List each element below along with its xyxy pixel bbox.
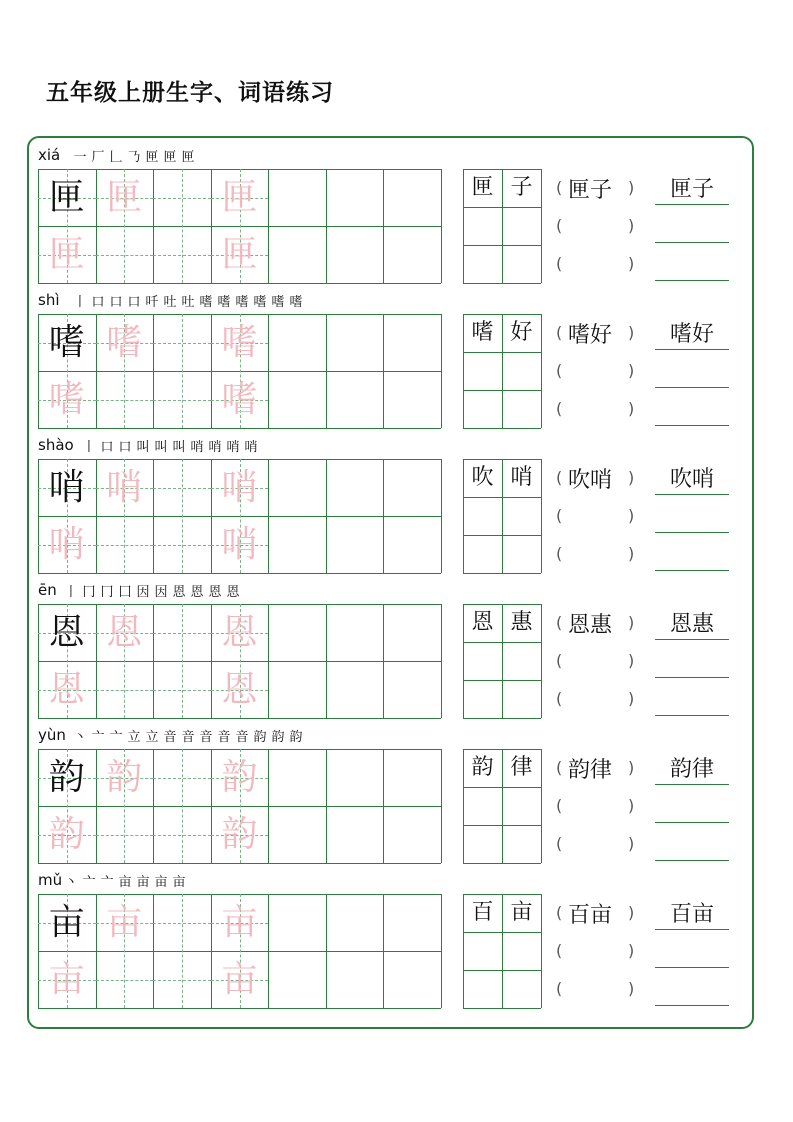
- paren-right: ): [628, 361, 635, 380]
- grid-line: [541, 749, 542, 863]
- grid-line: [463, 207, 541, 208]
- paren-left: (: [556, 178, 563, 197]
- trace-character: 韵: [221, 814, 258, 855]
- stroke-step: 丶: [73, 730, 87, 745]
- paren-left: (: [556, 254, 563, 273]
- grid-line: [541, 314, 542, 428]
- model-character: 亩: [48, 902, 85, 943]
- stroke-step: 亩: [136, 875, 150, 890]
- trace-character: 匣: [221, 177, 258, 218]
- practice-section: [0, 140, 793, 285]
- paren-left: (: [556, 689, 563, 708]
- grid-line: [463, 642, 541, 643]
- pinyin-label: shào: [38, 436, 74, 454]
- guide-line: [96, 690, 154, 691]
- answer-word: 韵律: [669, 757, 714, 782]
- stroke-step: 厂: [91, 150, 105, 165]
- word-grid: [463, 169, 541, 283]
- practice-section: [0, 430, 793, 575]
- model-character: 恩: [48, 612, 85, 653]
- answer-word: 百亩: [669, 902, 714, 927]
- answer-line[interactable]: [655, 349, 729, 350]
- stroke-step: 吐: [181, 295, 195, 310]
- stroke-step: 冂: [82, 585, 96, 600]
- trace-character: 哨: [221, 524, 258, 565]
- paren-left: (: [556, 544, 563, 563]
- paren-left: (: [556, 613, 563, 632]
- guide-line: [153, 255, 211, 256]
- word-grid: [463, 894, 541, 1008]
- trace-character: 亩: [221, 959, 258, 1000]
- practice-section: [0, 720, 793, 865]
- guide-line: [182, 459, 183, 573]
- grid-line: [463, 825, 541, 826]
- model-character: 匣: [48, 177, 85, 218]
- answer-line[interactable]: [655, 677, 729, 678]
- paren-right: ): [628, 254, 635, 273]
- paren-right: ): [628, 544, 635, 563]
- guide-line: [96, 400, 154, 401]
- stroke-step: 匣: [181, 150, 195, 165]
- word-character: 子: [510, 175, 533, 200]
- paren-right: ): [628, 689, 635, 708]
- answer-line[interactable]: [655, 1005, 729, 1006]
- stroke-step: 吐: [163, 295, 177, 310]
- answer-line[interactable]: [655, 715, 729, 716]
- pinyin-label: xiá: [38, 146, 61, 164]
- answer-line[interactable]: [655, 570, 729, 571]
- writing-grid: [38, 749, 441, 863]
- paren-right: ): [628, 216, 635, 235]
- trace-character: 匣: [106, 177, 143, 218]
- paren-word: 吹哨: [568, 468, 613, 493]
- stroke-step: 丨: [82, 440, 96, 455]
- stroke-step: 恩: [190, 585, 204, 600]
- grid-line: [38, 283, 441, 284]
- paren-right: ): [628, 941, 635, 960]
- grid-line: [541, 604, 542, 718]
- paren-left: (: [556, 323, 563, 342]
- stroke-step: 叫: [136, 440, 150, 455]
- paren-word: 嗜好: [568, 323, 613, 348]
- stroke-step: 恩: [208, 585, 222, 600]
- stroke-order: [73, 291, 303, 310]
- grid-line: [38, 1008, 441, 1009]
- grid-line: [441, 169, 442, 283]
- writing-grid: [38, 894, 441, 1008]
- stroke-step: 口: [100, 440, 114, 455]
- paren-right: ): [628, 468, 635, 487]
- paren-right: ): [628, 323, 635, 342]
- practice-section: [0, 865, 793, 1010]
- stroke-step: 亠: [82, 875, 96, 890]
- model-character: 韵: [48, 757, 85, 798]
- answer-line[interactable]: [655, 967, 729, 968]
- trace-character: 嗜: [48, 379, 85, 420]
- stroke-step: 口: [91, 295, 105, 310]
- guide-line: [153, 343, 211, 344]
- pinyin-label: shì: [38, 291, 60, 309]
- pinyin-label: mǔ: [38, 871, 63, 889]
- stroke-step: 哨: [226, 440, 240, 455]
- guide-line: [96, 255, 154, 256]
- answer-word: 恩惠: [669, 612, 714, 637]
- grid-line: [463, 718, 541, 719]
- stroke-step: 因: [136, 585, 150, 600]
- stroke-step: 匣: [163, 150, 177, 165]
- paren-right: ): [628, 903, 635, 922]
- grid-line: [463, 352, 541, 353]
- stroke-step: 吀: [145, 295, 159, 310]
- word-character: 哨: [510, 465, 533, 490]
- writing-grid: [38, 314, 441, 428]
- word-character: 惠: [510, 610, 533, 635]
- stroke-step: 亠: [100, 875, 114, 890]
- answer-line[interactable]: [655, 929, 729, 930]
- trace-character: 亩: [106, 902, 143, 943]
- trace-character: 韵: [106, 757, 143, 798]
- paren-left: (: [556, 979, 563, 998]
- trace-character: 韵: [48, 814, 85, 855]
- paren-right: ): [628, 506, 635, 525]
- stroke-step: 恩: [172, 585, 186, 600]
- trace-character: 亩: [221, 902, 258, 943]
- paren-left: (: [556, 399, 563, 418]
- stroke-step: 音: [163, 730, 177, 745]
- paren-left: (: [556, 361, 563, 380]
- answer-line[interactable]: [655, 387, 729, 388]
- paren-left: (: [556, 468, 563, 487]
- stroke-step: 立: [127, 730, 141, 745]
- word-character: 嗜: [471, 320, 494, 345]
- grid-line: [541, 459, 542, 573]
- answer-word: 嗜好: [669, 322, 714, 347]
- stroke-step: 亩: [154, 875, 168, 890]
- answer-line[interactable]: [655, 639, 729, 640]
- answer-line[interactable]: [655, 204, 729, 205]
- paren-left: (: [556, 796, 563, 815]
- stroke-order: [64, 581, 240, 600]
- grid-line: [463, 573, 541, 574]
- paren-right: ): [628, 758, 635, 777]
- stroke-step: 哨: [208, 440, 222, 455]
- stroke-step: 韵: [253, 730, 267, 745]
- paren-right: ): [628, 979, 635, 998]
- grid-line: [441, 459, 442, 573]
- guide-line: [96, 835, 154, 836]
- stroke-step: 口: [109, 295, 123, 310]
- grid-line: [541, 169, 542, 283]
- grid-line: [463, 428, 541, 429]
- stroke-step: 韵: [271, 730, 285, 745]
- guide-line: [96, 980, 154, 981]
- paren-right: ): [628, 651, 635, 670]
- word-character: 恩: [471, 610, 494, 635]
- trace-character: 恩: [106, 612, 143, 653]
- stroke-step: 嗜: [199, 295, 213, 310]
- practice-section: [0, 285, 793, 430]
- trace-character: 恩: [221, 669, 258, 710]
- word-grid: [463, 604, 541, 718]
- stroke-step: 嗜: [271, 295, 285, 310]
- guide-line: [153, 545, 211, 546]
- model-character: 哨: [48, 467, 85, 508]
- guide-line: [182, 749, 183, 863]
- word-character: 律: [510, 755, 533, 780]
- trace-character: 嗜: [221, 322, 258, 363]
- stroke-step: 口: [118, 440, 132, 455]
- answer-line[interactable]: [655, 784, 729, 785]
- stroke-step: 哨: [190, 440, 204, 455]
- paren-word: 恩惠: [568, 613, 613, 638]
- paren-right: ): [628, 613, 635, 632]
- guide-line: [182, 604, 183, 718]
- guide-line: [153, 980, 211, 981]
- grid-line: [463, 970, 541, 971]
- stroke-step: 立: [145, 730, 159, 745]
- stroke-step: 嗜: [217, 295, 231, 310]
- word-character: 百: [471, 900, 494, 925]
- trace-character: 哨: [221, 467, 258, 508]
- grid-line: [441, 749, 442, 863]
- grid-line: [463, 680, 541, 681]
- paren-left: (: [556, 758, 563, 777]
- guide-line: [96, 545, 154, 546]
- paren-right: ): [628, 399, 635, 418]
- answer-line[interactable]: [655, 532, 729, 533]
- writing-grid: [38, 604, 441, 718]
- grid-line: [463, 932, 541, 933]
- page-title: 五年级上册生字、词语练习: [46, 80, 334, 106]
- stroke-order: [82, 436, 258, 455]
- practice-section: [0, 575, 793, 720]
- grid-line: [463, 497, 541, 498]
- grid-line: [38, 718, 441, 719]
- trace-character: 匣: [221, 234, 258, 275]
- stroke-step: 因: [154, 585, 168, 600]
- grid-line: [463, 535, 541, 536]
- stroke-step: 音: [217, 730, 231, 745]
- stroke-step: 冂: [100, 585, 114, 600]
- stroke-step: 嗜: [235, 295, 249, 310]
- grid-line: [463, 390, 541, 391]
- trace-character: 嗜: [106, 322, 143, 363]
- guide-line: [182, 894, 183, 1008]
- paren-left: (: [556, 651, 563, 670]
- grid-line: [38, 863, 441, 864]
- trace-character: 哨: [106, 467, 143, 508]
- trace-character: 嗜: [221, 379, 258, 420]
- answer-line[interactable]: [655, 860, 729, 861]
- stroke-step: 一: [73, 150, 87, 165]
- trace-character: 亩: [48, 959, 85, 1000]
- grid-line: [463, 245, 541, 246]
- stroke-step: 哨: [244, 440, 258, 455]
- stroke-step: 亩: [118, 875, 132, 890]
- word-grid: [463, 459, 541, 573]
- word-character: 匣: [471, 175, 494, 200]
- stroke-order: [73, 726, 303, 745]
- grid-line: [463, 1008, 541, 1009]
- stroke-step: 亠: [109, 730, 123, 745]
- stroke-step: 丶: [64, 875, 78, 890]
- answer-line[interactable]: [655, 822, 729, 823]
- writing-grid: [38, 459, 441, 573]
- paren-right: ): [628, 796, 635, 815]
- guide-line: [153, 690, 211, 691]
- writing-grid: [38, 169, 441, 283]
- stroke-step: 囗: [118, 585, 132, 600]
- trace-character: 哨: [48, 524, 85, 565]
- stroke-step: 音: [199, 730, 213, 745]
- grid-line: [463, 787, 541, 788]
- stroke-step: 恩: [226, 585, 240, 600]
- model-character: 嗜: [48, 322, 85, 363]
- paren-word: 匣子: [568, 178, 613, 203]
- trace-character: 恩: [221, 612, 258, 653]
- stroke-step: 匣: [145, 150, 159, 165]
- stroke-order: [64, 871, 186, 890]
- answer-word: 吹哨: [669, 467, 714, 492]
- pinyin-label: yùn: [38, 726, 66, 744]
- answer-word: 匣子: [669, 177, 714, 202]
- guide-line: [153, 198, 211, 199]
- guide-line: [153, 923, 211, 924]
- stroke-order: [73, 146, 195, 165]
- grid-line: [541, 894, 542, 1008]
- paren-left: (: [556, 903, 563, 922]
- guide-line: [153, 633, 211, 634]
- paren-right: ): [628, 834, 635, 853]
- paren-right: ): [628, 178, 635, 197]
- trace-character: 恩: [48, 669, 85, 710]
- word-character: 吹: [471, 465, 494, 490]
- paren-left: (: [556, 506, 563, 525]
- stroke-step: 音: [235, 730, 249, 745]
- stroke-step: 叫: [154, 440, 168, 455]
- word-character: 韵: [471, 755, 494, 780]
- trace-character: 韵: [221, 757, 258, 798]
- pinyin-label: ēn: [38, 581, 57, 599]
- guide-line: [153, 400, 211, 401]
- word-grid: [463, 314, 541, 428]
- paren-left: (: [556, 834, 563, 853]
- stroke-step: 嗜: [289, 295, 303, 310]
- grid-line: [38, 573, 441, 574]
- paren-word: 百亩: [568, 903, 613, 928]
- stroke-step: 丨: [73, 295, 87, 310]
- grid-line: [463, 863, 541, 864]
- grid-line: [441, 314, 442, 428]
- answer-line[interactable]: [655, 280, 729, 281]
- trace-character: 匣: [48, 234, 85, 275]
- guide-line: [153, 778, 211, 779]
- stroke-step: 口: [127, 295, 141, 310]
- word-grid: [463, 749, 541, 863]
- word-character: 好: [510, 320, 533, 345]
- grid-line: [441, 604, 442, 718]
- stroke-step: 𠄎: [127, 150, 141, 165]
- paren-left: (: [556, 216, 563, 235]
- stroke-step: 𠃊: [109, 150, 123, 165]
- guide-line: [153, 488, 211, 489]
- word-character: 亩: [510, 900, 533, 925]
- stroke-step: 亠: [91, 730, 105, 745]
- paren-left: (: [556, 941, 563, 960]
- stroke-step: 丨: [64, 585, 78, 600]
- stroke-step: 嗜: [253, 295, 267, 310]
- answer-line[interactable]: [655, 494, 729, 495]
- stroke-step: 韵: [289, 730, 303, 745]
- grid-line: [38, 428, 441, 429]
- guide-line: [182, 314, 183, 428]
- grid-line: [441, 894, 442, 1008]
- answer-line[interactable]: [655, 425, 729, 426]
- answer-line[interactable]: [655, 242, 729, 243]
- stroke-step: 音: [181, 730, 195, 745]
- guide-line: [182, 169, 183, 283]
- guide-line: [153, 835, 211, 836]
- paren-word: 韵律: [568, 758, 613, 783]
- grid-line: [463, 283, 541, 284]
- stroke-step: 叫: [172, 440, 186, 455]
- stroke-step: 亩: [172, 875, 186, 890]
